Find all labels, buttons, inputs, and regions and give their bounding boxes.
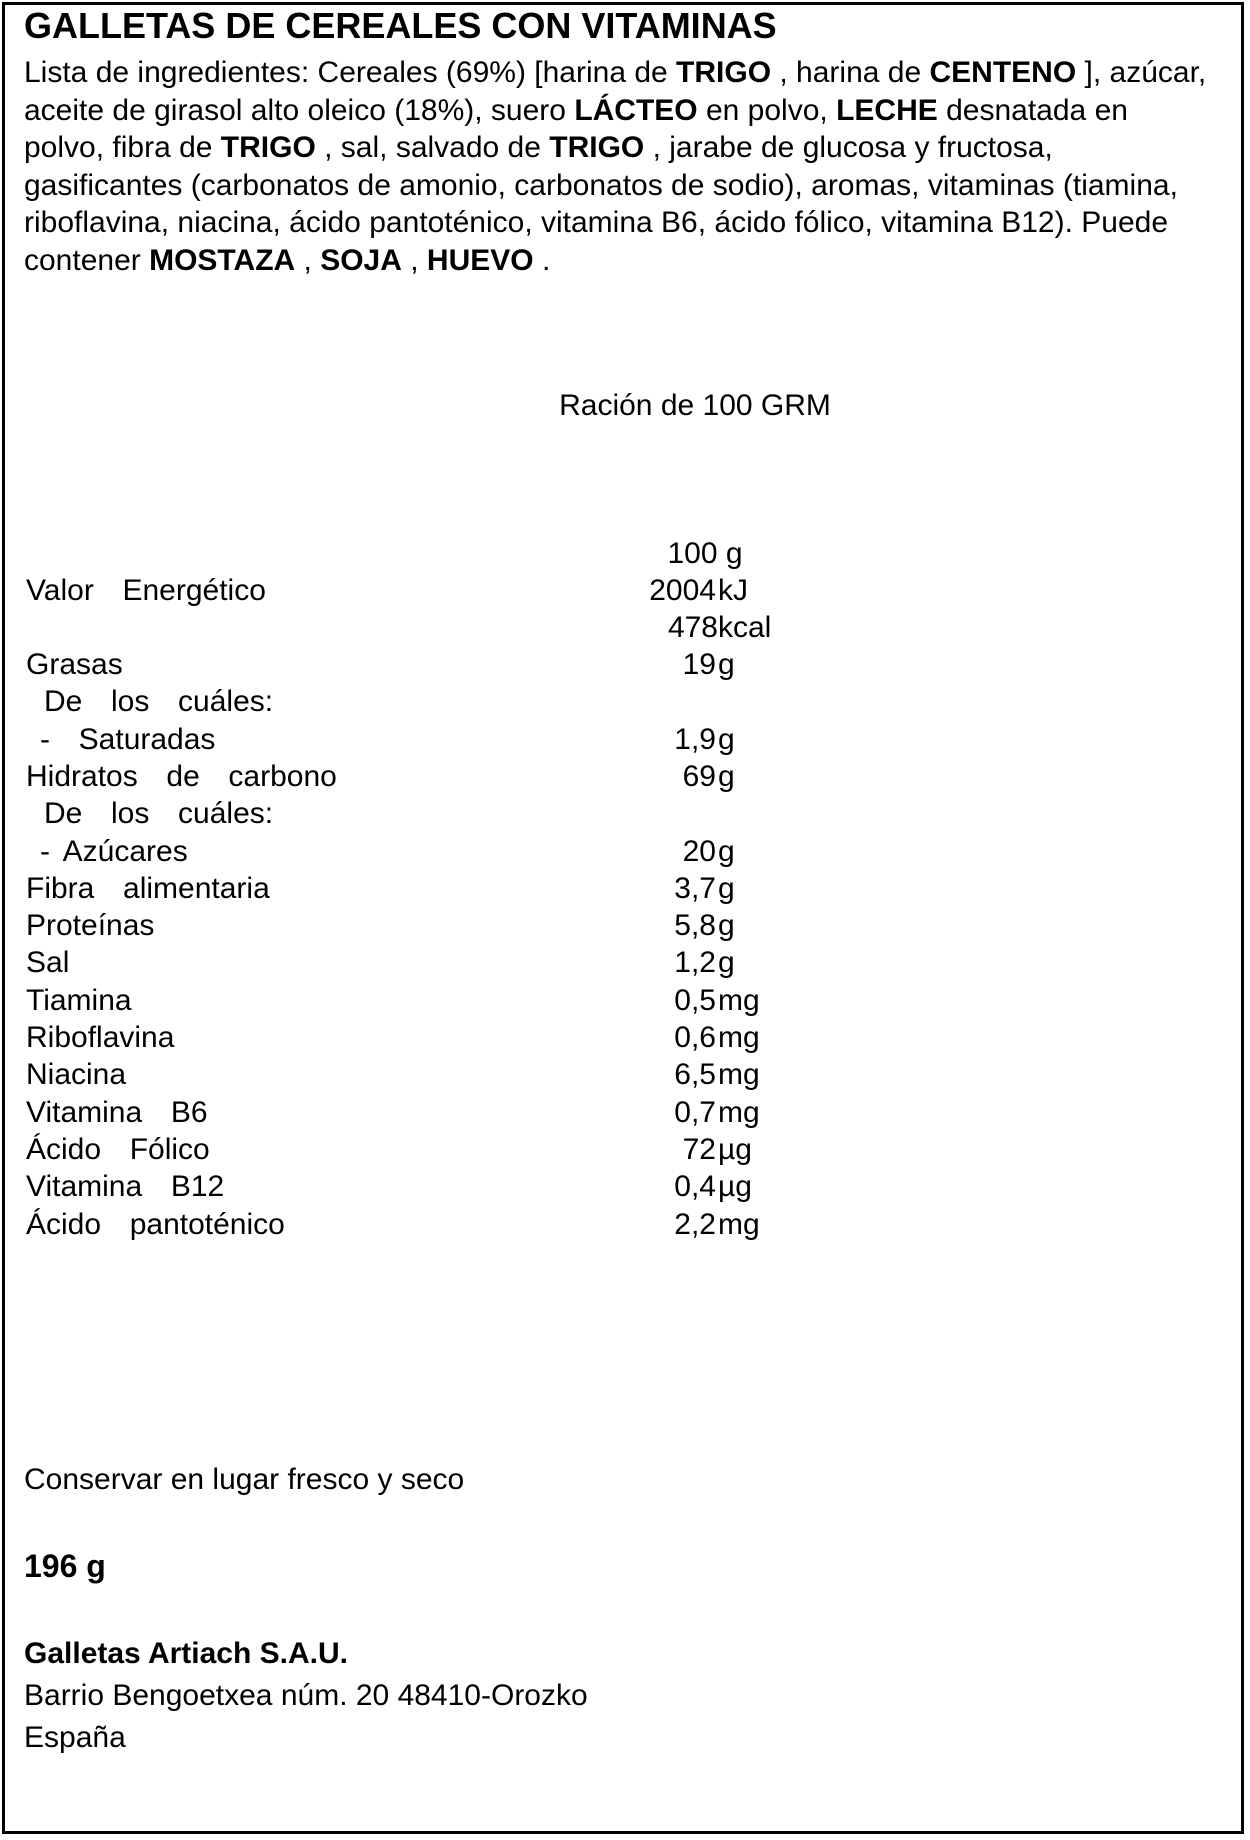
net-weight: 196 g (24, 1548, 106, 1584)
nutrient-label: De los cuáles: (44, 797, 274, 831)
nutrient-value: 2,2 (674, 1207, 716, 1241)
nutrient-unit: kcal (718, 611, 772, 644)
nutrition-row (0, 833, 1250, 870)
nutrient-unit: mg (718, 1058, 760, 1092)
nutrient-label: Riboflavina (26, 1021, 175, 1054)
nutrition-row (0, 683, 1250, 720)
nutrient-label: De los cuáles: (44, 685, 274, 719)
nutrient-value: 0,5 (674, 983, 716, 1017)
nutrition-row (0, 1206, 1250, 1243)
nutrient-unit: µg (718, 1132, 752, 1166)
nutrition-row (0, 1168, 1250, 1205)
nutrient-value: 19 (682, 648, 716, 681)
storage-instructions: Conservar en lugar fresco y seco (24, 1463, 465, 1496)
allergen-wheat: TRIGO (549, 131, 645, 164)
ingredients-text: , (295, 243, 321, 277)
ingredients-text: , harina de (771, 56, 930, 89)
nutrition-row (0, 795, 1250, 832)
product-title: GALLETAS DE CEREALES CON VITAMINAS (24, 5, 777, 46)
ingredients-text: , (401, 243, 427, 277)
allergen-milk: LECHE (836, 93, 938, 127)
nutrient-label: Ácido Fólico (26, 1132, 210, 1166)
nutrient-label: - Saturadas (40, 722, 216, 756)
allergen-mustard: MOSTAZA (149, 243, 296, 277)
ingredients-text: en polvo, (697, 93, 837, 127)
manufacturer-country: España (24, 1721, 126, 1754)
nutrient-label: Tiamina (26, 983, 132, 1017)
allergen-egg: HUEVO (426, 243, 534, 277)
allergen-soy: SOJA (320, 243, 402, 277)
nutrient-value: 6,5 (674, 1058, 716, 1092)
nutrient-value: 478 (667, 611, 718, 644)
nutrient-unit: mg (718, 1095, 760, 1129)
nutrient-value: 1,2 (674, 946, 716, 980)
nutrient-value: 3,7 (674, 871, 716, 905)
nutrition-row (0, 1056, 1250, 1093)
nutrient-value: 20 (682, 834, 716, 868)
nutrition-row (0, 1131, 1250, 1168)
nutrient-unit: g (718, 871, 735, 905)
ingredients-text: , jarabe de glucosa y fructosa, gasificantes (carbonatos de amonio, carbonatos de sodio), aromas, vitaminas (tiamina, riboflavina, niacina, ácido pantoténico, vitamina B6, ácido fólico, vitamina B12). Puede contener (24, 131, 1178, 277)
nutrient-unit: mg (718, 1207, 760, 1241)
nutrient-value: 69 (682, 759, 716, 793)
manufacturer-address: Barrio Bengoetxea núm. 20 48410-Orozko (24, 1679, 588, 1712)
ingredients-text: Lista de ingredientes: Cereales (69%) [harina de (24, 56, 677, 89)
nutrient-unit: g (718, 759, 735, 793)
allergen-rye: CENTENO (929, 56, 1077, 89)
nutrient-value: 72 (682, 1132, 716, 1166)
nutrition-row (0, 944, 1250, 981)
ingredients-text: . (533, 243, 551, 277)
nutrient-label: - Azúcares (40, 834, 188, 868)
nutrition-row (0, 870, 1250, 907)
ingredients-text: desnatada en polvo, fibra de (24, 93, 1128, 164)
serving-size: Ración de 100 GRM (559, 389, 831, 422)
nutrition-row-energy-kcal (0, 609, 1250, 646)
nutrient-label: Valor Energético (26, 574, 266, 607)
nutrition-row (0, 646, 1250, 683)
manufacturer-name: Galletas Artiach S.A.U. (24, 1637, 348, 1670)
nutrition-row (0, 721, 1250, 758)
allergen-wheat: TRIGO (676, 56, 772, 89)
nutrient-value: 0,6 (674, 1021, 716, 1054)
nutrient-unit: g (718, 946, 735, 980)
nutrient-unit: µg (718, 1170, 752, 1204)
nutrient-label: Niacina (26, 1058, 127, 1092)
nutrient-value: 5,8 (674, 909, 716, 943)
nutrition-row (0, 907, 1250, 944)
nutrient-label: Ácido pantoténico (26, 1207, 285, 1241)
nutrient-unit: mg (718, 1021, 760, 1054)
nutrition-column-header: 100 g (667, 537, 743, 570)
nutrient-unit: mg (718, 983, 760, 1017)
nutrient-label: Grasas (26, 648, 123, 681)
nutrient-label: Sal (26, 946, 70, 980)
nutrient-value: 1,9 (674, 722, 716, 756)
nutrient-unit: g (718, 722, 735, 756)
allergen-wheat: TRIGO (220, 131, 316, 164)
nutrient-label: Fibra alimentaria (26, 871, 270, 905)
nutrient-label: Hidratos de carbono (26, 759, 337, 793)
nutrition-row-energy (0, 572, 1250, 609)
nutrient-unit: g (718, 648, 735, 681)
nutrition-row (0, 982, 1250, 1019)
nutrient-label: Vitamina B12 (26, 1170, 225, 1204)
nutrition-row (0, 1019, 1250, 1056)
ingredients-list (24, 54, 1214, 279)
allergen-dairy: LÁCTEO (574, 93, 698, 127)
nutrient-unit: kJ (718, 574, 748, 607)
nutrient-label: Proteínas (26, 909, 155, 943)
nutrient-label: Vitamina B6 (26, 1095, 208, 1129)
nutrient-unit: g (718, 834, 735, 868)
nutrition-row (0, 1094, 1250, 1131)
nutrient-value: 2004 (649, 574, 716, 607)
nutrient-value: 0,4 (674, 1170, 716, 1204)
ingredients-text: ], azúcar, aceite de girasol alto oleico (18%), suero (24, 56, 1207, 127)
nutrient-value: 0,7 (674, 1095, 716, 1129)
nutrient-unit: g (718, 909, 735, 943)
nutrition-row (0, 758, 1250, 795)
ingredients-text: , sal, salvado de (315, 131, 550, 164)
